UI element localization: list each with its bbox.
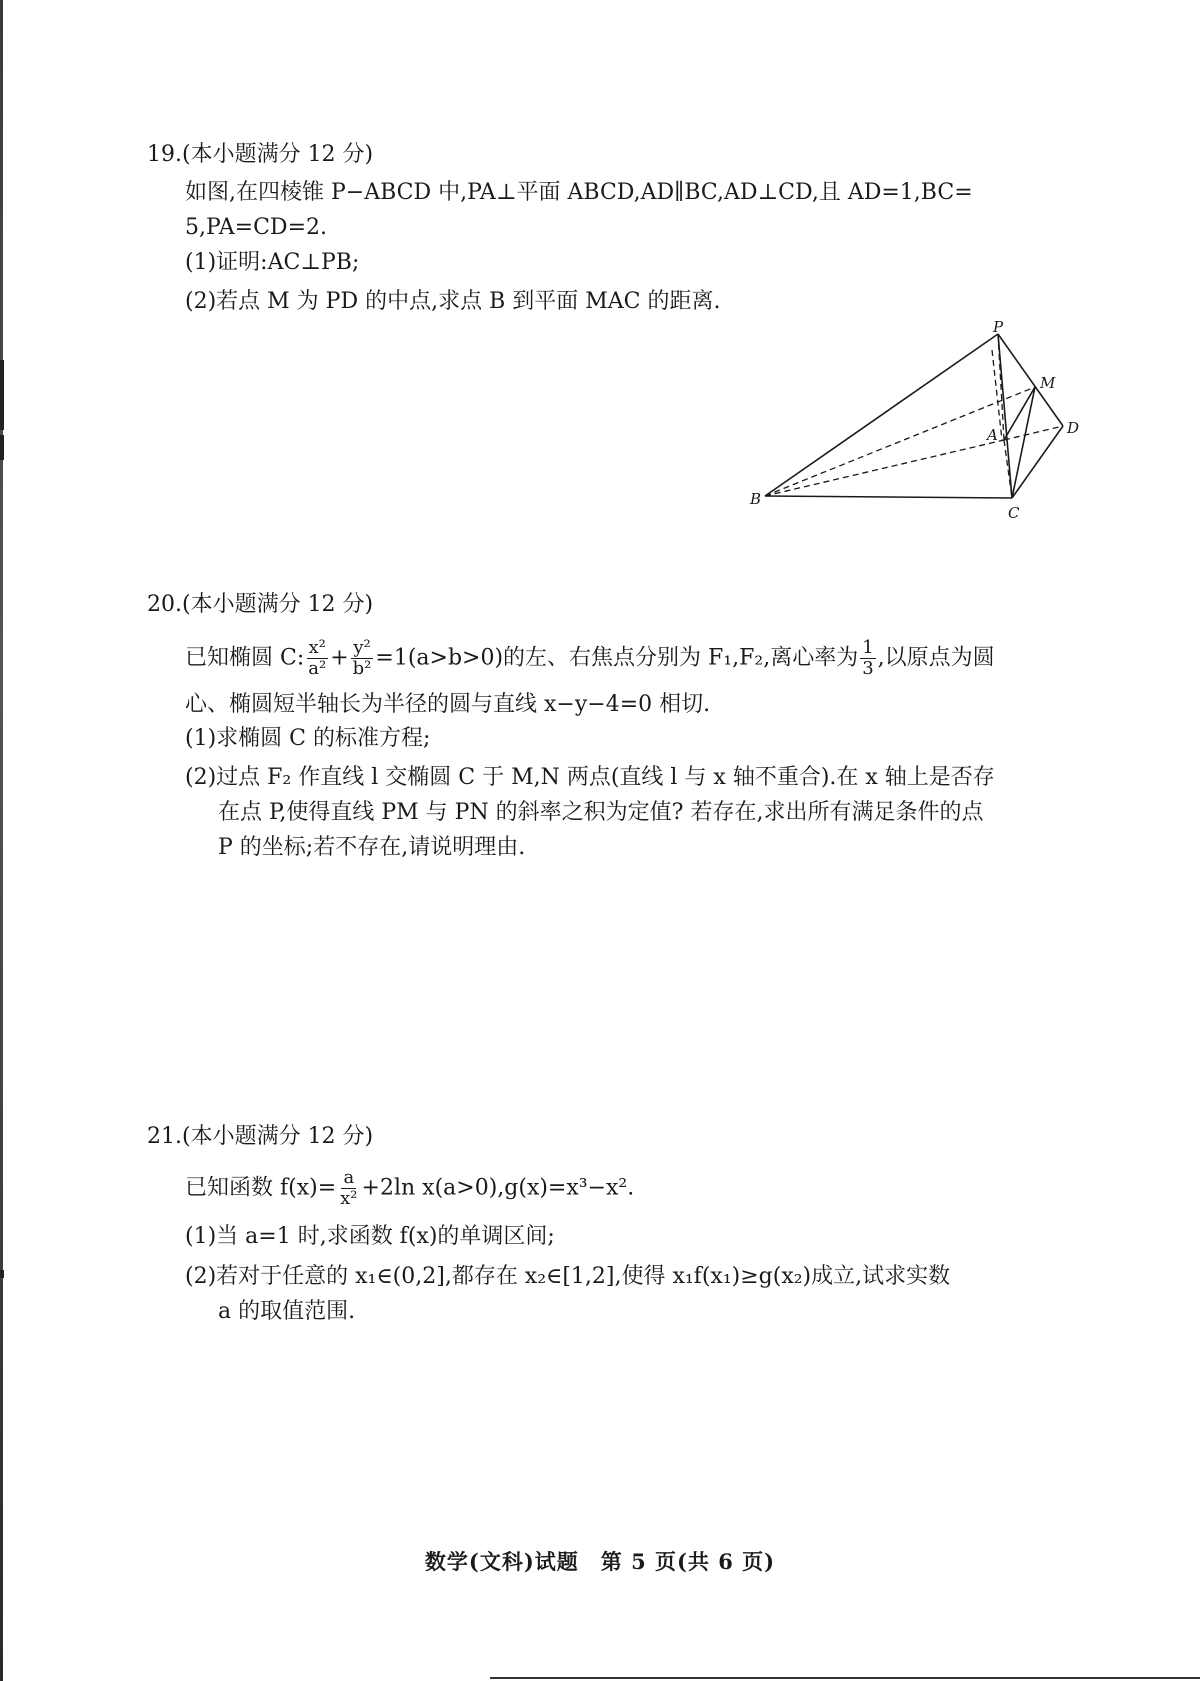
bottom-rule [490, 1677, 1200, 1679]
fraction-denominator: 3 [862, 658, 874, 679]
text-segment: 已知椭圆 C: [185, 645, 305, 671]
problem-19-part-2: (2)若点 M 为 PD 的中点,求点 B 到平面 MAC 的距离. [185, 289, 721, 314]
label-D: D [1067, 419, 1080, 437]
problem-20-part-2-line-3: P 的坐标;若不存在,请说明理由. [218, 835, 526, 860]
problem-20-part-2-line-1: (2)过点 F₂ 作直线 l 交椭圆 C 于 M,N 两点(直线 l 与 x 轴不重合).在 x 轴上是否存 [185, 765, 995, 790]
pyramid-figure [740, 320, 1090, 530]
problem-21-part-2-line-1: (2)若对于任意的 x₁∈(0,2],都存在 x₂∈[1,2],使得 x₁f(x₁)≥g(x₂)成立,试求实数 [185, 1264, 951, 1289]
fraction-numerator: y² [353, 637, 371, 658]
problem-20-part-1: (1)求椭圆 C 的标准方程; [185, 726, 431, 751]
problem-19-statement-2: 5,PA=CD=2. [185, 215, 327, 240]
problem-19-part-1: (1)证明:AC⊥PB; [185, 250, 360, 275]
text-segment: ,以原点为圆 [877, 645, 995, 671]
text-segment: +2ln x(a>0),g(x)=x³−x². [361, 1175, 635, 1201]
fraction-a-x2 [338, 1168, 359, 1209]
label-B: B [750, 490, 762, 508]
problem-21-header: 21.(本小题满分 12 分) [147, 1124, 374, 1149]
scan-mark [0, 1270, 4, 1278]
fraction-y2-b2 [351, 638, 374, 679]
problem-21-statement [185, 1168, 634, 1209]
fraction-denominator: x² [340, 1188, 358, 1209]
edge-M-A-up [1004, 387, 1035, 440]
fraction-denominator: a² [308, 658, 327, 679]
page-footer: 数学(文科)试题 第 5 页(共 6 页) [424, 1549, 776, 1574]
fraction-x2-a2 [306, 638, 328, 679]
edge-PC [998, 334, 1012, 498]
fraction-denominator: b² [352, 658, 372, 679]
label-P: P [993, 320, 1004, 336]
label-M: M [1040, 374, 1056, 392]
problem-20-header: 20.(本小题满分 12 分) [147, 592, 374, 617]
plus-sign: + [330, 645, 349, 671]
text-segment: =1(a>b>0)的左、右焦点分别为 F₁,F₂,离心率为 [375, 645, 859, 671]
problem-19-header: 19.(本小题满分 12 分) [147, 142, 374, 167]
edge-PB [765, 334, 998, 496]
fraction-numerator: 1 [862, 637, 874, 658]
label-C: C [1008, 504, 1020, 522]
scan-mark [0, 435, 4, 460]
problem-21-part-1: (1)当 a=1 时,求函数 f(x)的单调区间; [185, 1224, 555, 1249]
fraction-numerator: a [343, 1167, 355, 1188]
fraction-numerator: x² [308, 637, 326, 658]
scan-edge [0, 0, 3, 1681]
pyramid-diagram [740, 320, 1090, 530]
scan-mark [0, 360, 4, 430]
text-segment: 已知函数 f(x)= [185, 1175, 337, 1201]
problem-21-part-2-line-2: a 的取值范围. [218, 1299, 356, 1324]
problem-19-statement-1: 如图,在四棱锥 P−ABCD 中,PA⊥平面 ABCD,AD∥BC,AD⊥CD,且 AD=1,BC= [185, 180, 973, 205]
edge-BA [765, 440, 1004, 496]
problem-20-statement-1 [185, 638, 995, 679]
problem-20-part-2-line-2: 在点 P,使得直线 PM 与 PN 的斜率之积为定值? 若存在,求出所有满足条件的点 [218, 800, 984, 825]
edge-BC [765, 496, 1012, 498]
fraction-eccentricity [860, 638, 875, 679]
label-A: A [987, 426, 998, 444]
problem-20-statement-2: 心、椭圆短半轴长为半径的圆与直线 x−y−4=0 相切. [185, 692, 711, 717]
